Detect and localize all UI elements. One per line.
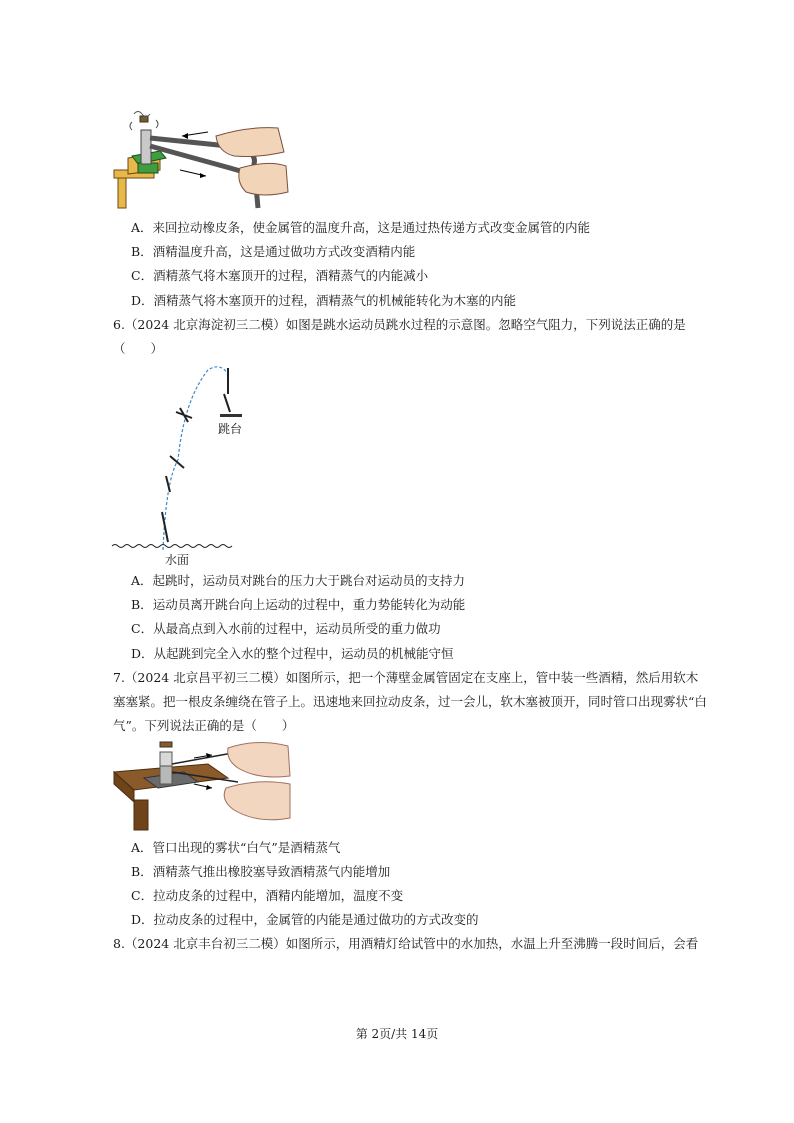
q6-option-c: C．从最高点到入水前的过程中，运动员所受的重力做功 — [131, 621, 441, 636]
q6-option-b: B．运动员离开跳台向上运动的过程中，重力势能转化为动能 — [131, 597, 466, 612]
q6-option-a: A．起跳时，运动员对跳台的压力大于跳台对运动员的支持力 — [131, 573, 466, 588]
q5-option-d: D．酒精蒸气将木塞顶开的过程，酒精蒸气的机械能转化为木塞的内能 — [131, 293, 517, 308]
q7-option-d: D．拉动皮条的过程中，金属管的内能是通过做功的方式改变的 — [131, 912, 479, 927]
q7-option-b: B．酒精蒸气推出橡胶塞导致酒精蒸气内能增加 — [131, 864, 391, 879]
q6-water-label: 水面 — [165, 553, 190, 567]
q6-stem-line2: （ ） — [113, 341, 164, 356]
q7-stem-line3: 气”。下列说法正确的是（ ） — [113, 718, 295, 733]
q6-figure — [108, 360, 258, 560]
q7-figure — [108, 738, 293, 833]
q7-option-a: A．管口出现的雾状“白气”是酒精蒸气 — [131, 840, 341, 855]
q5-option-c: C．酒精蒸气将木塞顶开的过程，酒精蒸气的内能减小 — [131, 268, 429, 283]
q5-option-b: B．酒精温度升高，这是通过做功方式改变酒精内能 — [131, 244, 416, 259]
q6-stem-line1: 6.（2024 北京海淀初三二模）如图是跳水运动员跳水过程的示意图。忽略空气阻力，下列说法正确的是 — [113, 317, 686, 332]
q7-stem-line1: 7.（2024 北京昌平初三二模）如图所示，把一个薄壁金属管固定在支座上，管中装一些酒精，然后用软木 — [113, 670, 699, 685]
q6-option-d: D．从起跳到完全入水的整个过程中，运动员的机械能守恒 — [131, 646, 454, 661]
q5-option-a: A．来回拉动橡皮条，使金属管的温度升高，这是通过热传递方式改变金属管的内能 — [131, 220, 591, 235]
q6-platform-label: 跳台 — [218, 422, 243, 436]
q7-option-c: C．拉动皮条的过程中，酒精内能增加，温度不变 — [131, 888, 404, 903]
q7-stem-line2: 塞塞紧。把一根皮条缠绕在管子上。迅速地来回拉动皮条，过一会儿，软木塞被顶开，同时管口出现雾状“白 — [113, 694, 707, 709]
page-footer: 第 2页/共 14页 — [355, 1027, 439, 1041]
q8-stem-line1: 8.（2024 北京丰台初三二模）如图所示，用酒精灯给试管中的水加热，水温上升至沸腾一段时间后，会看 — [113, 936, 699, 951]
q5-figure — [108, 108, 293, 213]
